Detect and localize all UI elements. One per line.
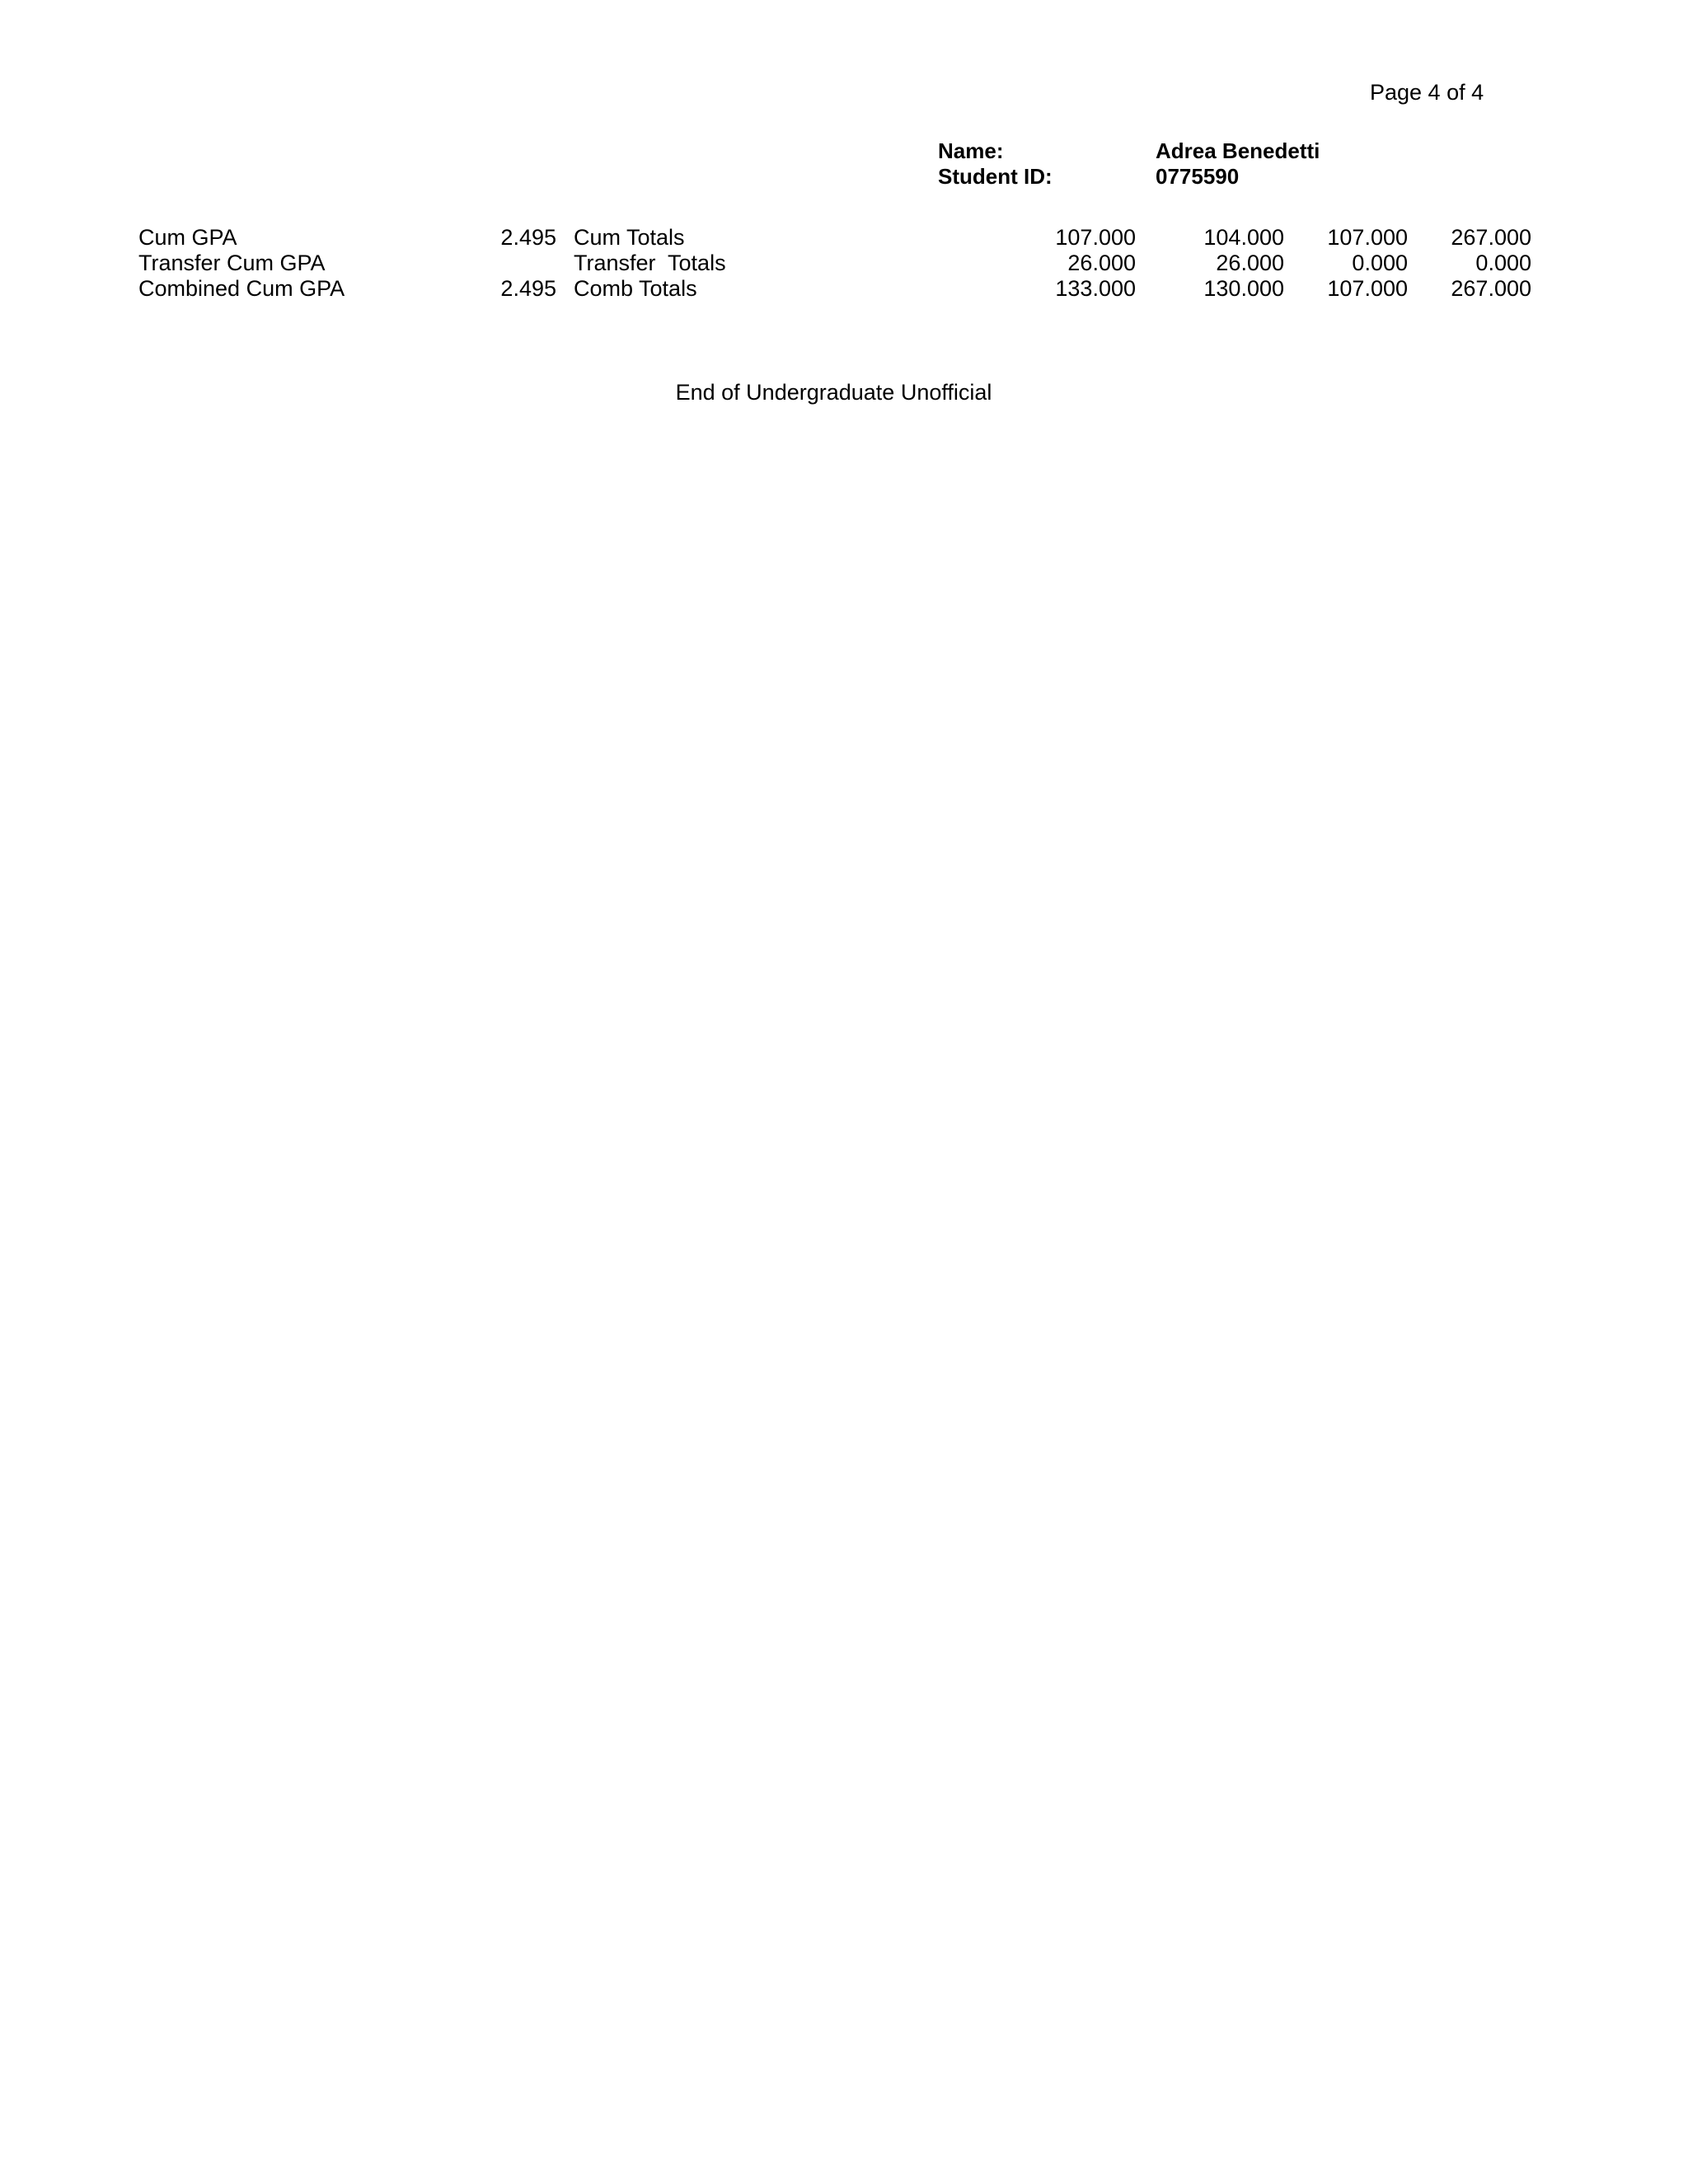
gpa-label: Combined Cum GPA bbox=[138, 276, 345, 301]
totals-value: 26.000 bbox=[1067, 251, 1136, 275]
summary-row-cum bbox=[0, 225, 1688, 251]
student-id-label: Student ID: bbox=[938, 164, 1053, 189]
gpa-label: Transfer Cum GPA bbox=[138, 251, 326, 275]
totals-value: 130.000 bbox=[1203, 276, 1284, 301]
end-of-transcript-note bbox=[0, 353, 1688, 405]
totals-label: Transfer Totals bbox=[574, 251, 726, 275]
student-id: 0775590 bbox=[1156, 164, 1240, 189]
name-label: Name: bbox=[938, 138, 1004, 163]
totals-value: 0.000 bbox=[1475, 251, 1531, 275]
totals-value: 26.000 bbox=[1216, 251, 1284, 275]
totals-value: 267.000 bbox=[1451, 225, 1531, 250]
gpa-value: 2.495 bbox=[500, 225, 556, 250]
totals-value: 107.000 bbox=[1327, 276, 1408, 301]
totals-value: 0.000 bbox=[1352, 251, 1408, 275]
page-number: Page 4 of 4 bbox=[1370, 80, 1484, 105]
gpa-value: 2.495 bbox=[500, 276, 556, 301]
totals-value: 133.000 bbox=[1055, 276, 1136, 301]
summary-row-transfer bbox=[0, 251, 1688, 276]
summary-row-combined bbox=[0, 276, 1688, 302]
totals-value: 107.000 bbox=[1327, 225, 1408, 250]
totals-value: 104.000 bbox=[1203, 225, 1284, 250]
student-name: Adrea Benedetti bbox=[1156, 138, 1320, 163]
totals-value: 267.000 bbox=[1451, 276, 1531, 301]
end-note-text: End of Undergraduate Unofficial bbox=[675, 380, 992, 405]
gpa-label: Cum GPA bbox=[138, 225, 237, 250]
totals-value: 107.000 bbox=[1055, 225, 1136, 250]
totals-label: Cum Totals bbox=[574, 225, 685, 250]
totals-label: Comb Totals bbox=[574, 276, 697, 301]
